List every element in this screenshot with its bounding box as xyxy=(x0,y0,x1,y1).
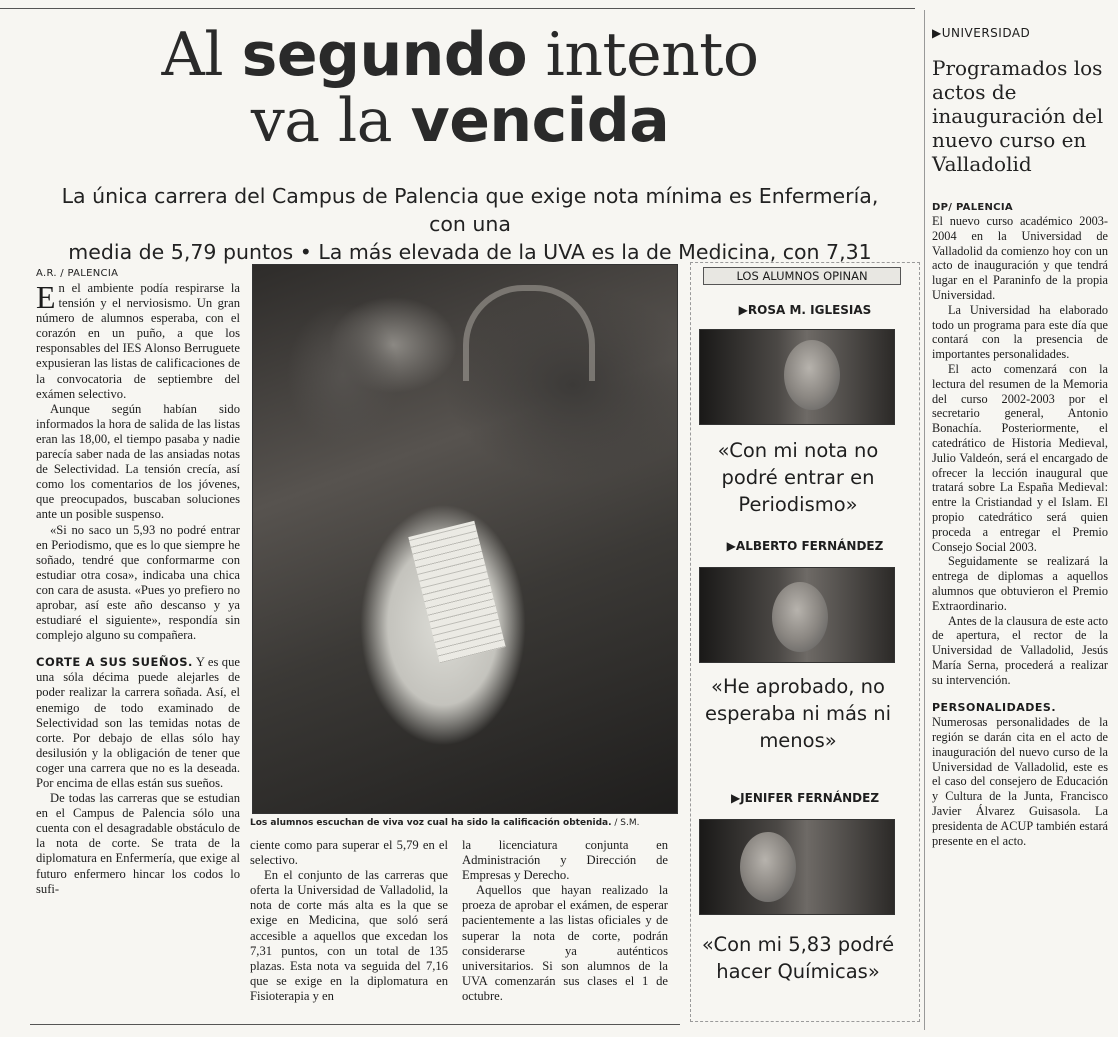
headline xyxy=(60,22,860,154)
paragraph: El acto comenzará con la lectura del resumen de la Memoria del curso 2002-2003 por el secretario general, Antonio Bonachía. Posteriormente, el catedrático de Historia Medieval, Julio Valdeón, será el encargado de ofrecer la lección inaugural que tratará sobre La España Medieval: entre la Cristiandad y el Islam. El propio catedrático será quien proceda a entregar el Premio Consejo Social 2003. xyxy=(932,361,1108,554)
paragraph: Aquellos que hayan realizado la proeza de aprobar el exámen, de esperar pacientemente a las listas oficiales y de superar la nota de corte, podrán considerarse ya auténticos universitarios. Si son alumnos de la UVA comenzarán sus clases el 1 de octubre. xyxy=(462,883,668,1003)
photo-arch xyxy=(463,285,595,381)
paragraph-text: Y es que una sóla décima puede alejarles de poder realizar la carrera soñada. Así, el enemigo de todo examinado de Selectividad son las temidas notas de corte. Por debajo de ellas sólo hay desilusión y la obligación de tener que coger una carrera que no es la deseada. Por encima de ellas están sus sueños. xyxy=(36,655,240,790)
article-column-2 xyxy=(250,838,448,1004)
paragraph: Antes de la clausura de este acto de apertura, el rector de la Universidad de Valladolid, Jesús María Serna, procederá a realizar su intervención. xyxy=(932,613,1108,687)
section-lead: CORTE A SUS SUEÑOS. xyxy=(36,655,193,670)
photo-credit: / S.M. xyxy=(611,818,640,828)
photo-caption xyxy=(250,818,680,828)
article-column-1 xyxy=(36,268,240,897)
face-shape xyxy=(772,582,828,652)
photo-paper xyxy=(408,521,505,664)
student-quote: «Con mi nota no podré entrar en Periodismo» xyxy=(717,439,879,516)
paragraph: En el ambiente podía respirarse la tensión y el nerviosismo. Un gran número de alumnos esperaba, con el corazón en un puño, a que los responsables del IES Alonso Berruguete expusieran las listas de calificaciones de la convocatoria de septiembre del exámen selectivo. xyxy=(36,279,240,401)
subheadline xyxy=(40,182,900,266)
section-label: ▶UNIVERSIDAD xyxy=(932,26,1031,40)
headline-bold: segundo xyxy=(241,20,528,90)
student-photo xyxy=(699,567,895,663)
headline-part: Al xyxy=(161,20,242,90)
caption-text: Los alumnos escuchan de viva voz cual ha sido la calificación obtenida. xyxy=(250,818,612,828)
student-opinions-box xyxy=(690,262,920,1022)
student-name: ▶JENIFER FERNÁNDEZ xyxy=(730,791,880,805)
student-name: ▶ROSA M. IGLESIAS xyxy=(738,303,872,317)
paragraph xyxy=(36,655,240,791)
opinions-title: LOS ALUMNOS OPINAN xyxy=(703,267,901,285)
student-photo xyxy=(699,819,895,915)
sidebar-byline: DP/ PALENCIA xyxy=(932,202,1013,213)
byline: A.R. / PALENCIA xyxy=(36,268,119,279)
student-quote: «He aprobado, no esperaba ni más ni menos» xyxy=(704,675,892,752)
paragraph: Seguidamente se realizará la entrega de diplomas a aquellos alumnos que obtuvieron el Premio Extraordinario. xyxy=(932,554,1108,613)
subheadline-line: media de 5,79 puntos • La más elevada de la UVA es la de Medicina, con 7,31 xyxy=(68,240,872,264)
subheadline-line: La única carrera del Campus de Palencia que exige nota mínima es Enfermería, con una xyxy=(61,184,879,236)
paragraph: «Si no saco un 5,93 no podré entrar en Periodismo, que es lo que siempre he soñado, tendré que conformarme con estudiar otra cosa», indicaba una chica con cara de asusta. «Pues yo prefiero no aprobar, así este año descanso y ya estudiaré el siguiente», respondía sin complejo alguno su compañera. xyxy=(36,522,240,643)
section-lead: PERSONALIDADES. xyxy=(932,700,1057,714)
headline-part: va la xyxy=(250,86,411,156)
paragraph: ciente como para superar el 5,79 en el selectivo. xyxy=(250,838,448,868)
paragraph: La Universidad ha elaborado todo un programa para este día que contará con la presencia de importantes personalidades. xyxy=(932,302,1108,362)
paragraph: El nuevo curso académico 2003-2004 en la Universidad de Valladolid da comienzo hoy con un acto de inauguración y que tendrá lugar en el Paraninfo de la propia Universidad. xyxy=(932,214,1108,302)
paragraph: Aunque según habían sido informados la hora de salida de las listas eran las 18,00, el tiempo pasaba y nadie parecía saber nada de las ansiadas notas de Selectividad. La tensión crecía, así como los comentarios de los jóvenes, que preocupados, buscaban soluciones ante un posible suspenso. xyxy=(36,401,240,522)
paragraph-text: Numerosas personalidades de la región se darán cita en el acto de inauguración del nuevo curso de la Universidad de Valladolid, este es el caso del consejero de Educación y Cultura de la Junta, Francisco Javier Álvarez Guisasola. La presidenta de ACUP también estará presente en el acto. xyxy=(932,715,1108,848)
article-column-3 xyxy=(462,838,668,1004)
student-quote: «Con mi 5,83 podré hacer Químicas» xyxy=(701,933,895,983)
face-shape xyxy=(784,340,840,410)
top-rule xyxy=(0,8,915,9)
student-name: ▶ALBERTO FERNÁNDEZ xyxy=(726,539,884,553)
headline-bold: vencida xyxy=(410,86,670,156)
face-shape xyxy=(740,832,796,902)
paragraph: la licenciatura conjunta en Administración y Dirección de Empresas y Derecho. xyxy=(462,838,668,883)
headline-part: intento xyxy=(527,20,759,90)
sidebar-title: Programados los actos de inauguración del nuevo curso en Valladolid xyxy=(932,56,1104,176)
student-photo xyxy=(699,329,895,425)
news-photo xyxy=(252,264,678,814)
sidebar-divider xyxy=(924,10,925,1030)
paragraph: En el conjunto de las carreras que oferta la Universidad de Valladolid, la nota de corte más alta es la que se exige en Medicina, que soló será accesible a aquellos que excedan los 7,31 puntos, con un total de 135 plazas. Esta nota va seguida del 7,16 que se exige en la diplomatura en Fisioterapia y en xyxy=(250,868,448,1003)
bottom-rule xyxy=(30,1024,680,1025)
sidebar-article xyxy=(932,26,1108,848)
paragraph xyxy=(932,700,1108,849)
paragraph: De todas las carreras que se estudian en el Campus de Palencia sólo una cuenta con el desagradable obstáculo de la nota de corte. Se trata de la diplomatura en Enfermería, que exige al futuro enfermero hincar los codos lo sufi- xyxy=(36,791,240,896)
